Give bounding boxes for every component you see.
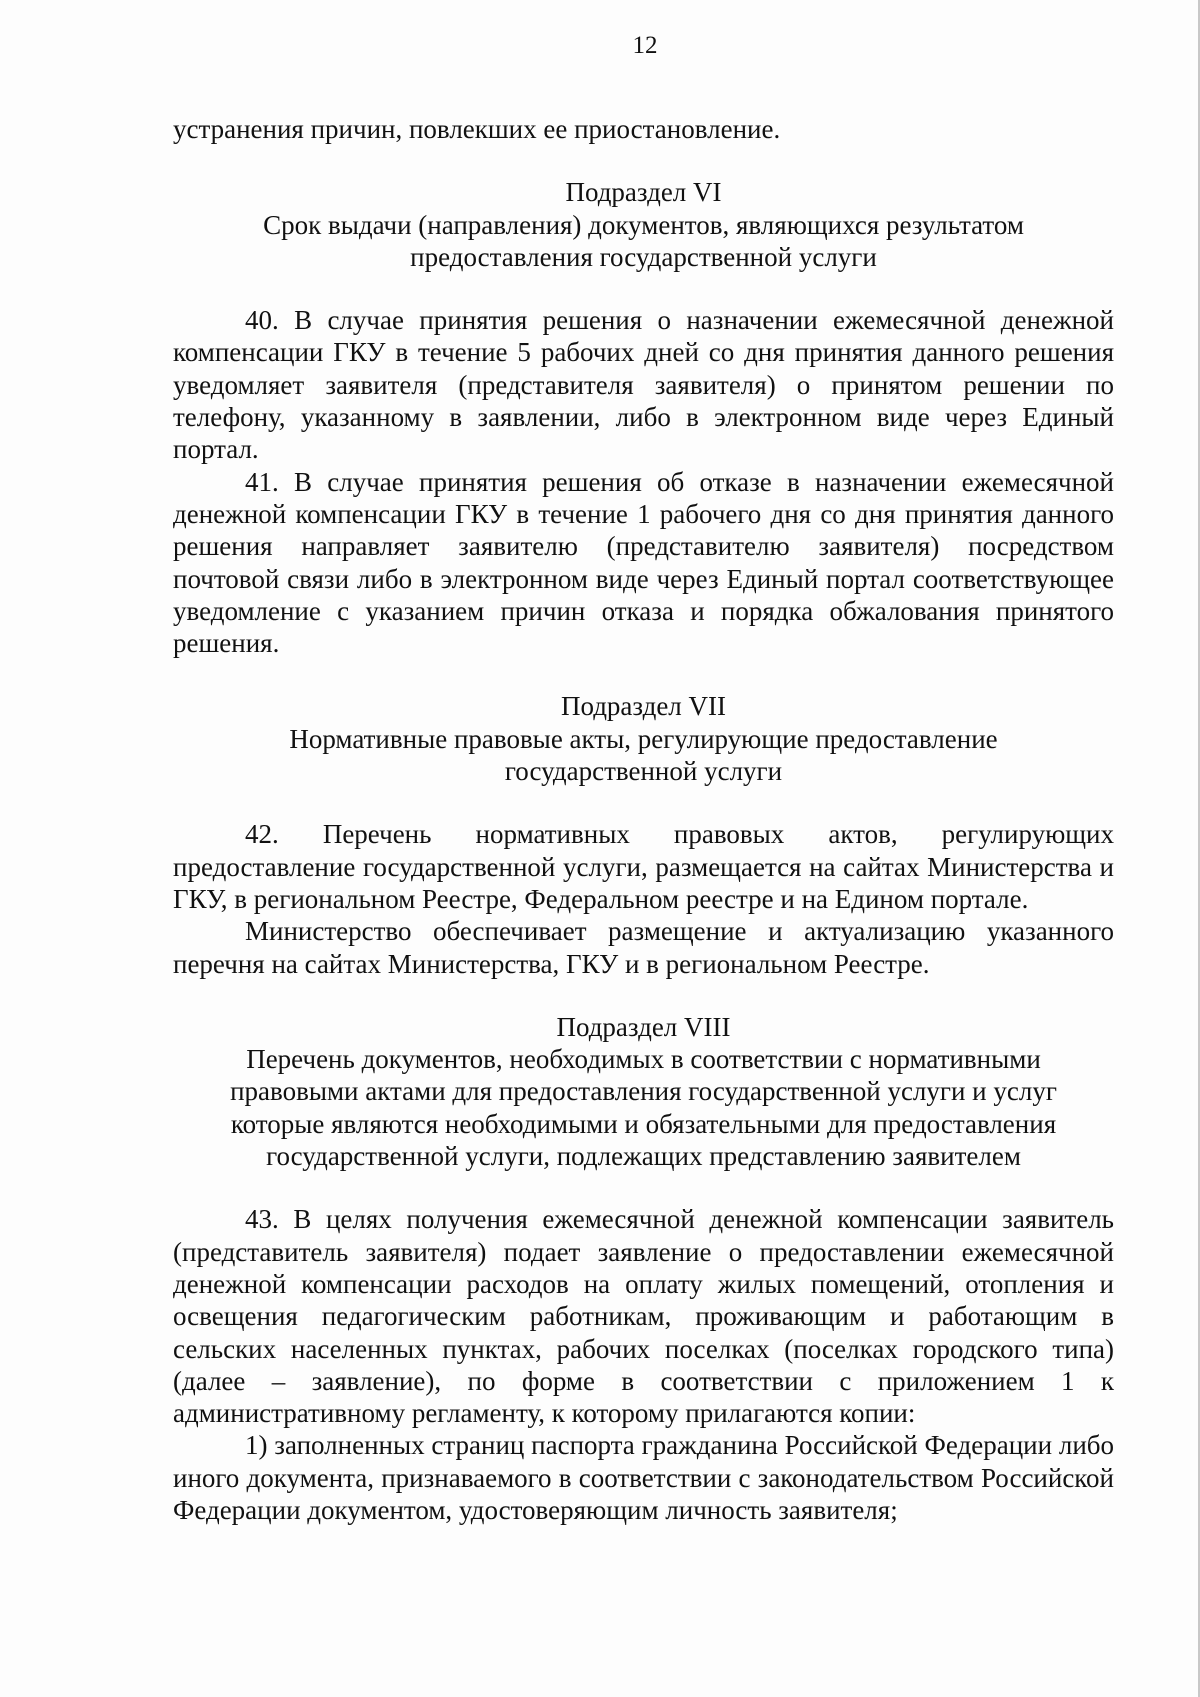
paragraph-ministry: Министерство обеспечивает размещение и актуализацию указанного перечня на сайтах Министерства, ГКУ и в региональном Реестре.: [173, 916, 1114, 979]
intro-line: устранения причин, повлекших ее приостановление.: [173, 114, 781, 144]
section-heading: Подраздел VI: [565, 177, 722, 208]
paragraph-41: 41. В случае принятия решения об отказе в назначении ежемесячной денежной компенсации ГКУ в течение 1 рабочего дня со дня принятия данного решения направляет заявителю (представителю заявителя) посредством почтовой связи либо в электронном виде через Единый портал соответствующее уведомление с указанием причин отказа и порядка обжалования принятого решения.: [173, 466, 1114, 659]
section-title-line: Нормативные правовые акты, регулирующие предоставление: [289, 723, 998, 754]
section-heading: Подраздел VIII: [556, 1011, 731, 1042]
section-title-line: предоставления государственной услуги: [410, 241, 877, 272]
section-vii-header: [173, 690, 1114, 787]
section-title-line: государственной услуги: [504, 756, 783, 787]
section-heading: Подраздел VII: [560, 691, 727, 722]
paragraph-43: 43. В целях получения ежемесячной денежной компенсации заявитель (представитель заявителя) подает заявление о предоставлении ежемесячной денежной компенсации расходов на оплату жилых помещений, отопления и освещения педагогическим работникам, проживающим и работающим в сельских населенных пунктах, рабочих поселках (поселках городского типа) (далее – заявление), по форме в соответствии с приложением 1 к административному регламенту, к которому прилагаются копии:: [173, 1204, 1114, 1429]
section-title-line: которые являются необходимыми и обязательными для предоставления: [230, 1108, 1057, 1139]
paragraph-40: 40. В случае принятия решения о назначении ежемесячной денежной компенсации ГКУ в течение 5 рабочих дней со дня принятия данного решения уведомляет заявителя (представителя заявителя) о принятом решении по телефону, указанному в заявлении, либо в электронном виде через Единый портал.: [173, 305, 1114, 465]
section-title-line: Перечень документов, необходимых в соответствии с нормативными: [246, 1044, 1041, 1075]
section-vi-header: [173, 176, 1114, 273]
section-title-line: государственной услуги, подлежащих представлению заявителем: [266, 1141, 1021, 1172]
paragraph-42: 42. Перечень нормативных правовых актов, регулирующих предоставление государственной услуги, размещается на сайтах Министерства и ГКУ, в региональном Реестре, Федеральном реестре и на Едином портале.: [173, 819, 1114, 914]
section-title-line: Срок выдачи (направления) документов, являющихся результатом: [263, 209, 1024, 240]
page-number: 12: [632, 32, 658, 59]
section-viii-header: [173, 1011, 1114, 1172]
paragraph-43-item-1: 1) заполненных страниц паспорта гражданина Российской Федерации либо иного документа, признаваемого в соответствии с законодательством Российской Федерации документом, удостоверяющим личность заявителя;: [173, 1430, 1114, 1525]
document-body: [173, 113, 1114, 1526]
section-title-line: правовыми актами для предоставления государственной услуги и услуг: [230, 1076, 1057, 1107]
